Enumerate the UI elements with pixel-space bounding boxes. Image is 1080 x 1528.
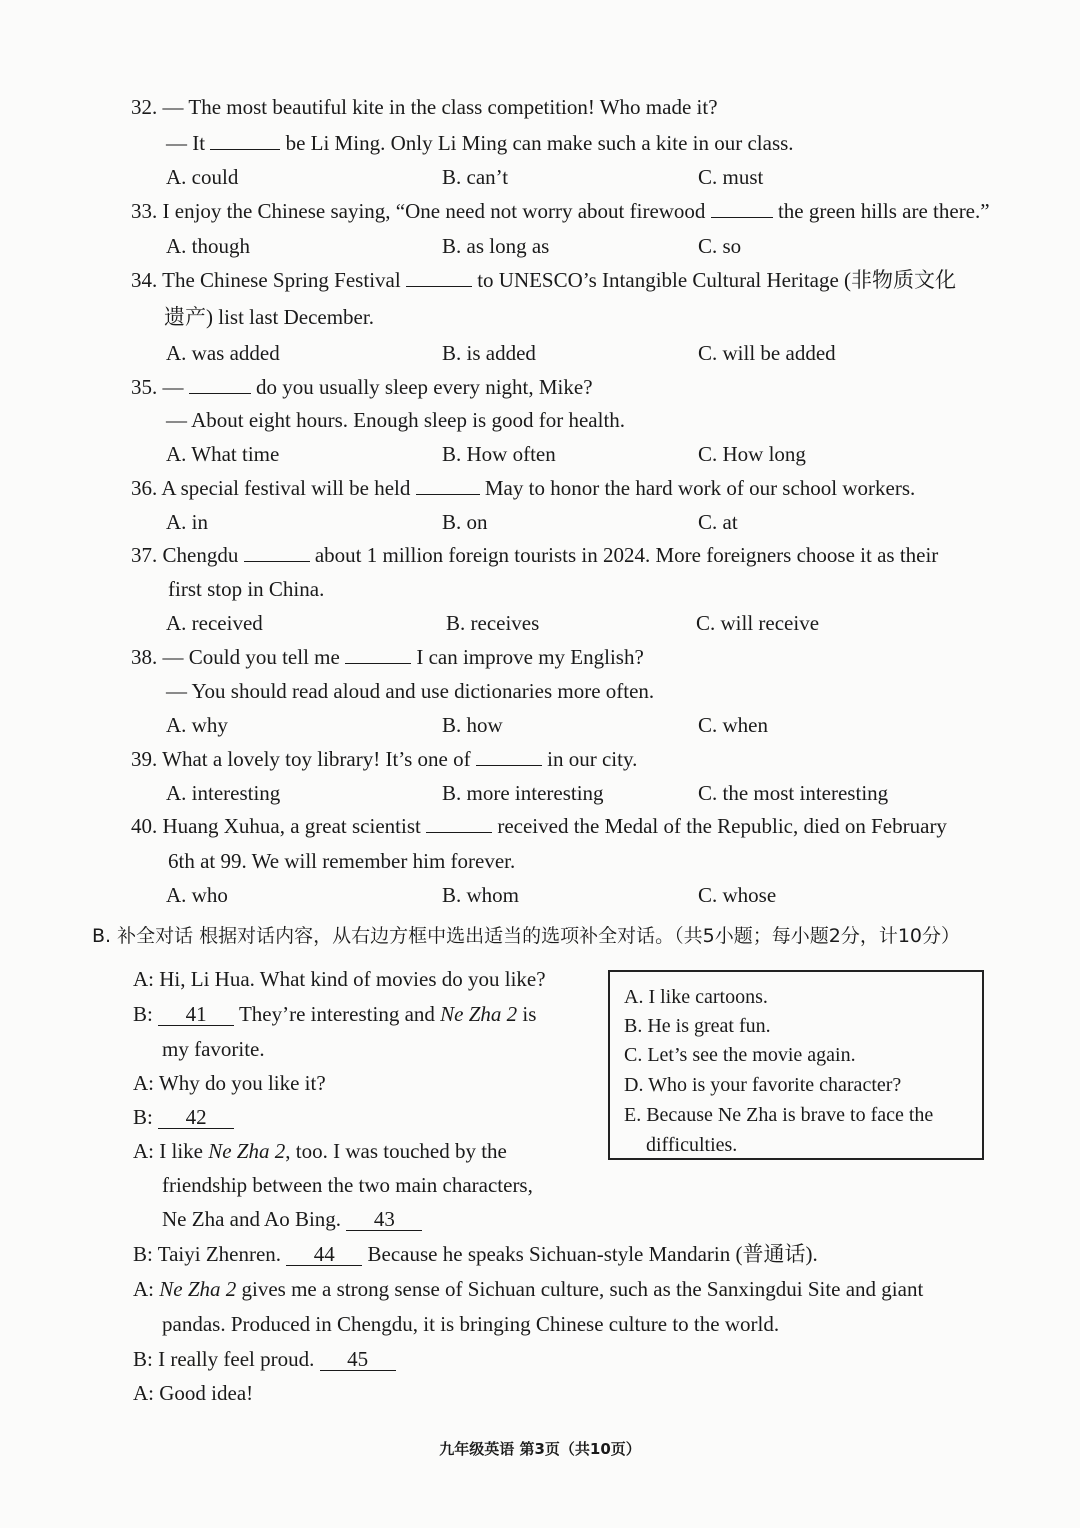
answer-blank [426,814,492,833]
option-b: B. whom [442,883,520,907]
option-a: A. though [166,234,250,258]
blank-43: 43 [346,1208,422,1231]
dialogue-line: my favorite. [162,1037,265,1061]
option-b: B. can’t [442,165,509,189]
question-32-stem: 32. — The most beautiful kite in the class competition! Who made it? [131,95,718,119]
box-option-e-cont: difficulties. [646,1134,738,1156]
answer-blank [406,268,472,287]
box-option-d: D. Who is your favorite character? [624,1074,902,1096]
option-a: A. could [166,165,239,189]
dialogue-line: B: 41 They’re interesting and Ne Zha 2 is [133,1002,537,1026]
dialogue-line: B: I really feel proud. 45 [133,1346,396,1372]
option-a: A. was added [166,341,280,365]
option-c: C. will be added [698,341,836,365]
dialogue-line: A: Ne Zha 2 gives me a strong sense of Sichuan culture, such as the Sanxingdui Site and giant [133,1277,924,1301]
question-34-line2: 遗产) list last December. [164,305,374,329]
question-37-stem: 37. Chengdu about 1 million foreign tourists in 2024. More foreigners choose it as their [131,543,939,567]
dialogue-line: A: I like Ne Zha 2, too. I was touched by the [133,1139,507,1163]
option-a: A. in [166,510,208,534]
question-34-stem: 34. The Chinese Spring Festival to UNESCO’s Intangible Cultural Heritage (非物质文化 [131,268,957,292]
answer-blank [244,543,310,562]
option-b: B. how [442,713,503,737]
options-box [608,970,984,1160]
box-option-a: A. I like cartoons. [624,986,768,1008]
question-33-stem: 33. I enjoy the Chinese saying, “One need not worry about firewood the green hills are there.” [131,199,990,223]
section-b-heading: B. 补全对话 根据对话内容，从右边方框中选出适当的选项补全对话。（共5小题；每小题2分，计10分） [92,925,961,947]
dialogue-line: A: Good idea! [133,1381,254,1405]
option-b: B. is added [442,341,536,365]
answer-blank [416,476,480,495]
answer-blank [210,131,280,150]
blank-44: 44 [286,1243,362,1266]
option-c: C. at [698,510,738,534]
page-footer: 九年级英语 第3页（共10页） [439,1440,641,1458]
dialogue-line: B: 42 [133,1104,234,1130]
option-c: C. the most interesting [698,781,889,805]
option-c: C. when [698,713,768,737]
option-b: B. receives [446,611,540,635]
option-a: A. who [166,883,228,907]
option-a: A. why [166,713,228,737]
question-39-stem: 39. What a lovely toy library! It’s one of in our city. [131,747,638,771]
dialogue-line: A: Why do you like it? [133,1071,326,1095]
dialogue-line: Ne Zha and Ao Bing. 43 [162,1206,422,1232]
box-option-c: C. Let’s see the movie again. [624,1044,856,1066]
question-38-stem: 38. — Could you tell me I can improve my English? [131,645,644,669]
option-a: A. received [166,611,263,635]
option-c: C. so [698,234,742,258]
option-b: B. How often [442,442,556,466]
dialogue-line: friendship between the two main characters, [162,1173,533,1197]
option-b: B. on [442,510,488,534]
answer-blank [476,747,542,766]
option-c: C. whose [698,883,777,907]
option-c: C. must [698,165,764,189]
blank-45: 45 [320,1348,396,1371]
question-36-stem: 36. A special festival will be held May to honor the hard work of our school workers. [131,476,916,500]
option-b: B. more interesting [442,781,604,805]
blank-41: 41 [158,1003,234,1026]
question-37-line2: first stop in China. [168,577,325,601]
option-c: C. will receive [696,611,820,635]
answer-blank [345,645,411,664]
dialogue-line: B: Taiyi Zhenren. 44 Because he speaks Sichuan-style Mandarin (普通话). [133,1242,818,1266]
answer-blank [711,199,773,218]
option-c: C. How long [698,442,806,466]
question-35-stem: 35. — do you usually sleep every night, Mike? [131,375,593,399]
question-35-line2: — About eight hours. Enough sleep is good for health. [166,408,626,432]
dialogue-line: A: Hi, Li Hua. What kind of movies do you like? [133,967,546,991]
question-38-line2: — You should read aloud and use dictionaries more often. [166,679,655,703]
dialogue-line: pandas. Produced in Chengdu, it is bringing Chinese culture to the world. [162,1312,780,1336]
option-a: A. What time [166,442,280,466]
blank-42: 42 [158,1106,234,1129]
question-32-line2: — It be Li Ming. Only Li Ming can make such a kite in our class. [166,131,794,155]
box-option-e: E. Because Ne Zha is brave to face the [624,1104,934,1126]
option-b: B. as long as [442,234,550,258]
box-option-b: B. He is great fun. [624,1015,771,1037]
question-40-line2: 6th at 99. We will remember him forever. [168,849,516,873]
question-40-stem: 40. Huang Xuhua, a great scientist received the Medal of the Republic, died on February [131,814,947,838]
option-a: A. interesting [166,781,281,805]
answer-blank [189,375,251,394]
